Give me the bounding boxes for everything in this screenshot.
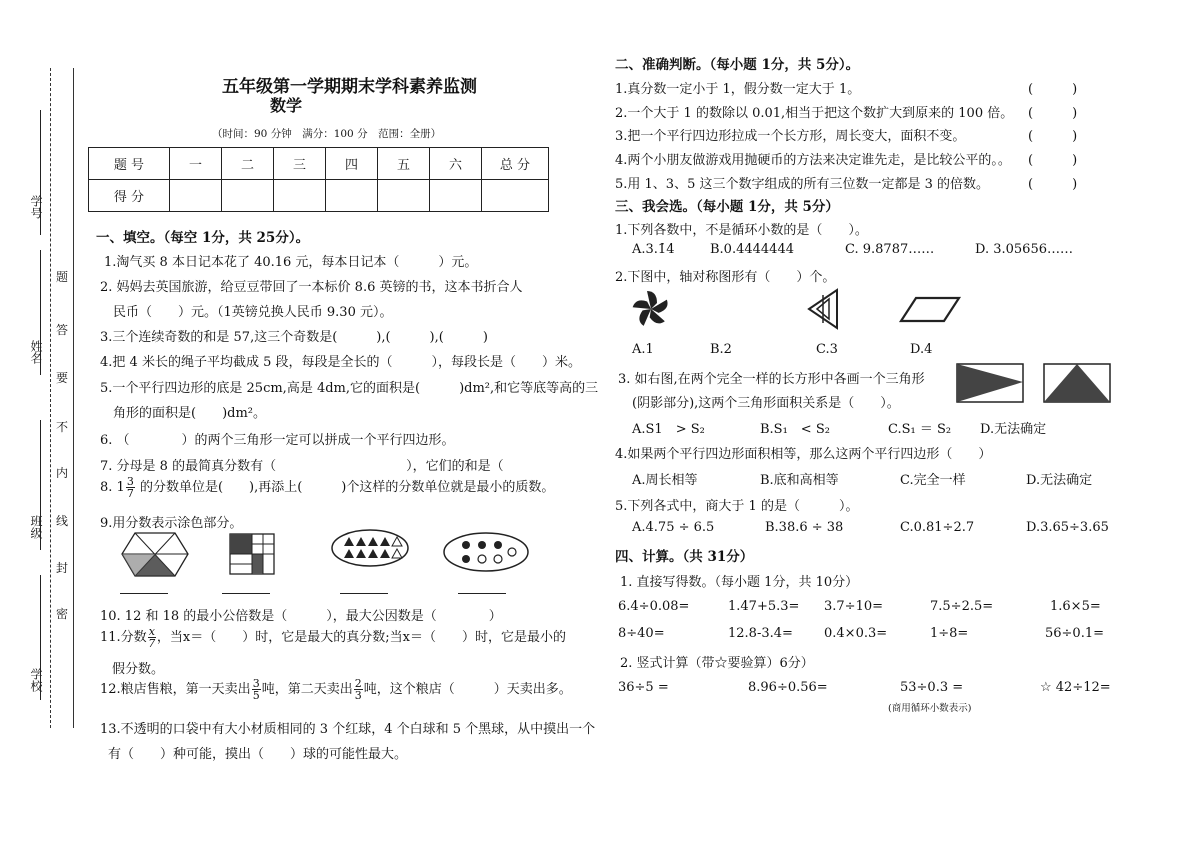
page-title: 五年级第一学期期末学科素养监测	[222, 77, 477, 97]
section-1-title: 一、填空。（每空 1分，共 25分）。	[96, 230, 310, 246]
calc-item: 1.6×5=	[1050, 599, 1101, 614]
section-4-title: 四、计算。（共 31分）	[615, 549, 754, 565]
calc-item: 56÷0.1=	[1045, 626, 1105, 641]
fraction-numerator: x	[148, 625, 155, 638]
judge-1: 1.真分数一定小于 1，假分数一定大于 1。	[615, 82, 861, 97]
arrow-triangle-figure	[803, 287, 843, 331]
question-1-7: 7. 分母是 8 的最简真分数有（ ），它们的和是（	[100, 459, 504, 474]
vertical-calc-item: 53÷0.3 =	[900, 680, 964, 695]
calc-note: (商用循环小数表示)	[888, 703, 972, 714]
question-1-2b: 民币（ ）元。（1英镑兑换人民币 9.30 元）。	[113, 305, 393, 320]
triangles-oval-figure	[330, 528, 410, 568]
section-2-title: 二、准确判断。（每小题 1分，共 5分）。	[615, 57, 860, 73]
score-cell: 五	[378, 148, 430, 180]
fold-line-outer	[50, 68, 51, 728]
score-input-cell[interactable]	[326, 180, 378, 212]
score-cell: 二	[222, 148, 274, 180]
choice-2: 2.下图中，轴对称图形有（ ）个。	[615, 270, 836, 285]
vertical-calc-item: 36÷5 =	[618, 680, 669, 695]
answer-line-9a	[120, 593, 168, 594]
calc-item: 7.5÷2.5=	[930, 599, 994, 614]
choice-2-option-a[interactable]: A.1	[632, 342, 654, 357]
calc-2-title: 2. 竖式计算（带☆要验算）6分）	[620, 656, 814, 671]
choice-4-option-a[interactable]: A.周长相等	[632, 473, 698, 488]
choice-2-option-d[interactable]: D.4	[910, 342, 933, 357]
choice-1: 1.下列各数中，不是循环小数的是（ ）。	[615, 223, 868, 238]
rectangle-triangle-figure-2	[1042, 362, 1112, 404]
answer-line-9d	[458, 593, 506, 594]
parallelogram-figure	[898, 295, 962, 325]
score-table-header-row	[89, 148, 549, 180]
choice-1-option-c[interactable]: C. 9.8787……	[845, 242, 935, 257]
choice-1-option-a[interactable]: A.3.1̇4̇	[632, 242, 675, 257]
choice-2-option-b[interactable]: B.2	[710, 342, 732, 357]
question-1-11b: 假分数。	[112, 662, 165, 677]
calc-item: 12.8-3.4=	[728, 626, 793, 641]
exam-info: （时间：90 分钟 满分：100 分 范围：全册）	[212, 128, 442, 140]
rectangle-triangle-figure-1	[955, 362, 1025, 404]
hexagon-figure	[120, 530, 190, 580]
sidebar-label-xingming: 姓名	[29, 340, 43, 364]
vertical-calc-item: ☆ 42÷12=	[1040, 680, 1111, 695]
sidebar-underline-xuexiao	[40, 575, 41, 700]
sidebar-label-xuexiao: 学校	[29, 668, 43, 692]
score-cell: 六	[430, 148, 482, 180]
choice-3b: (阴影部分),这两个三角形面积关系是（ ）。	[632, 396, 900, 411]
choice-5-option-d[interactable]: D.3.65÷3.65	[1026, 520, 1109, 535]
seal-char-8: 密	[56, 607, 69, 621]
score-input-cell[interactable]	[170, 180, 222, 212]
fraction	[148, 626, 156, 649]
question-1-13b: 有（ ）种可能，摸出（ ）球的可能性最大。	[108, 747, 408, 762]
question-1-6: 6. （ ）的两个三角形一定可以拼成一个平行四边形。	[100, 433, 455, 448]
question-1-11	[100, 626, 566, 649]
question-1-2a: 2. 妈妈去英国旅游，给豆豆带回了一本标价 8.6 英镑的书，这本书折合人	[100, 280, 523, 295]
judge-3-answer[interactable]: ( )	[1028, 129, 1078, 144]
fold-line-inner	[73, 68, 74, 728]
judge-5-answer[interactable]: ( )	[1028, 177, 1078, 192]
score-input-cell[interactable]	[222, 180, 274, 212]
seal-char-4: 不	[56, 420, 69, 434]
question-1-3: 3.三个连续奇数的和是 57,这三个奇数是( ),( ),( )	[100, 330, 488, 345]
question-1-9: 9.用分数表示涂色部分。	[100, 516, 243, 531]
score-row-label: 得 分	[89, 180, 170, 212]
judge-1-answer[interactable]: ( )	[1028, 82, 1078, 97]
score-input-cell[interactable]	[274, 180, 326, 212]
seal-char-3: 要	[56, 371, 69, 385]
score-cell: 四	[326, 148, 378, 180]
choice-3-option-b[interactable]: B.S₁ < S₂	[760, 422, 830, 437]
question-1-1: 1.淘气买 8 本日记本花了 40.16 元，每本日记本（ ）元。	[104, 255, 478, 270]
vertical-calc-item: 8.96÷0.56=	[748, 680, 828, 695]
judge-3: 3.把一个平行四边形拉成一个长方形，周长变大，面积不变。	[615, 129, 966, 144]
q12-text: 吨，这个粮店（ ）天卖出多。	[363, 682, 572, 697]
choice-1-option-b[interactable]: B.0.4444444	[710, 242, 794, 257]
answer-line-9b	[222, 593, 270, 594]
choice-3-option-d[interactable]: D.无法确定	[980, 422, 1047, 437]
fraction	[252, 678, 261, 701]
choice-5-option-c[interactable]: C.0.81÷2.7	[900, 520, 975, 535]
fraction	[354, 678, 363, 701]
score-cell: 一	[170, 148, 222, 180]
judge-2-answer[interactable]: ( )	[1028, 106, 1078, 121]
judge-2: 2.一个大于 1 的数除以 0.01,相当于把这个数扩大到原来的 100 倍。	[615, 106, 1014, 121]
choice-3a: 3. 如右图,在两个完全一样的长方形中各画一个三角形	[618, 372, 925, 387]
question-1-5b: 角形的面积是( )dm²。	[113, 406, 267, 421]
question-1-5a: 5.一个平行四边形的底是 25cm,高是 4dm,它的面积是( )dm²,和它等底等高的三	[100, 381, 599, 396]
calc-item: 1.47+5.3=	[728, 599, 800, 614]
choice-5: 5.下列各式中，商大于 1 的是（ ）。	[615, 499, 859, 514]
calc-item: 8÷40=	[618, 626, 665, 641]
question-1-10: 10. 12 和 18 的最小公倍数是（ ），最大公因数是（ ）	[100, 609, 502, 624]
fraction-numerator: 3	[126, 475, 134, 488]
score-input-cell[interactable]	[430, 180, 482, 212]
q12-prefix: 12.粮店售粮，第一天卖出	[100, 682, 251, 697]
seal-char-6: 线	[56, 514, 69, 528]
fraction-denominator: 7	[148, 637, 156, 650]
dots-oval-figure	[442, 530, 530, 574]
q8-text: 的分数单位是( ),再添上( )个这样的分数单位就是最小的质数。	[135, 480, 555, 495]
choice-1-option-d[interactable]: D. 3.05656……	[975, 242, 1073, 257]
calc-1-title: 1. 直接写得数。（每小题 1分，共 10分）	[620, 575, 859, 590]
choice-4: 4.如果两个平行四边形面积相等，那么这两个平行四边形（ ）	[615, 447, 992, 462]
choice-5-option-b[interactable]: B.38.6 ÷ 38	[765, 520, 844, 535]
sidebar-label-banji: 班级	[29, 515, 43, 539]
score-table-score-row	[89, 180, 549, 212]
score-input-cell[interactable]	[378, 180, 430, 212]
q11-prefix: 11.分数	[100, 630, 147, 645]
seal-char-7: 封	[56, 561, 69, 575]
question-1-13a: 13.不透明的口袋中有大小材质相同的 3 个红球，4 个白球和 5 个黑球，从中摸出一个	[100, 722, 596, 737]
q8-prefix: 8. 1	[100, 480, 125, 495]
score-cell: 题 号	[89, 148, 170, 180]
choice-2-option-c[interactable]: C.3	[816, 342, 838, 357]
fraction-numerator: 3	[252, 677, 260, 690]
score-table	[88, 147, 549, 212]
seal-char-2: 答	[56, 323, 69, 337]
question-1-4: 4.把 4 米长的绳子平均截成 5 段，每段是全长的（ ），每段长是（ ）米。	[100, 355, 581, 370]
calc-item: 6.4÷0.08=	[618, 599, 690, 614]
score-input-cell[interactable]	[482, 180, 549, 212]
choice-3-option-a[interactable]: A.S1 > S₂	[632, 422, 705, 437]
choice-3-option-c[interactable]: C.S₁ ＝ S₂	[888, 422, 952, 437]
seal-char-5: 内	[56, 466, 69, 480]
score-cell: 三	[274, 148, 326, 180]
grid-figure	[228, 532, 278, 578]
judge-4-answer[interactable]: ( )	[1028, 153, 1078, 168]
section-3-title: 三、我会选。（每小题 1分，共 5分）	[615, 199, 839, 215]
q12-middle: 吨，第二天卖出	[261, 682, 353, 697]
sidebar-underline-banji	[40, 420, 41, 550]
choice-4-option-d[interactable]: D.无法确定	[1026, 473, 1093, 488]
sidebar-underline-xuehao	[40, 110, 41, 235]
fraction-denominator: 3	[354, 689, 362, 702]
fraction	[126, 476, 135, 499]
seal-char-1: 题	[56, 270, 69, 284]
choice-5-option-a[interactable]: A.4.75 ÷ 6.5	[632, 520, 715, 535]
question-1-8	[100, 476, 554, 499]
judge-4: 4.两个小朋友做游戏用抛硬币的方法来决定谁先走，是比较公平的。。	[615, 153, 1011, 168]
fraction-denominator: 7	[126, 487, 134, 500]
subject-title: 数学	[270, 96, 303, 115]
pinwheel-figure	[630, 288, 672, 330]
calc-item: 3.7÷10=	[824, 599, 884, 614]
question-1-12	[100, 678, 572, 701]
sidebar-label-xuehao: 学号	[29, 195, 43, 219]
fraction-denominator: 5	[252, 689, 260, 702]
calc-item: 0.4×0.3=	[824, 626, 888, 641]
choice-4-option-b[interactable]: B.底和高相等	[760, 473, 839, 488]
fraction-numerator: 2	[354, 677, 362, 690]
choice-4-option-c[interactable]: C.完全一样	[900, 473, 966, 488]
q11-text: ，当x＝（ ）时，它是最大的真分数;当x＝（ ）时，它是最小的	[156, 630, 566, 645]
score-cell: 总 分	[482, 148, 549, 180]
judge-5: 5.用 1、3、5 这三个数字组成的所有三位数一定都是 3 的倍数。	[615, 177, 990, 192]
answer-line-9c	[340, 593, 388, 594]
calc-item: 1÷8=	[930, 626, 969, 641]
sidebar-underline-xingming	[40, 250, 41, 375]
